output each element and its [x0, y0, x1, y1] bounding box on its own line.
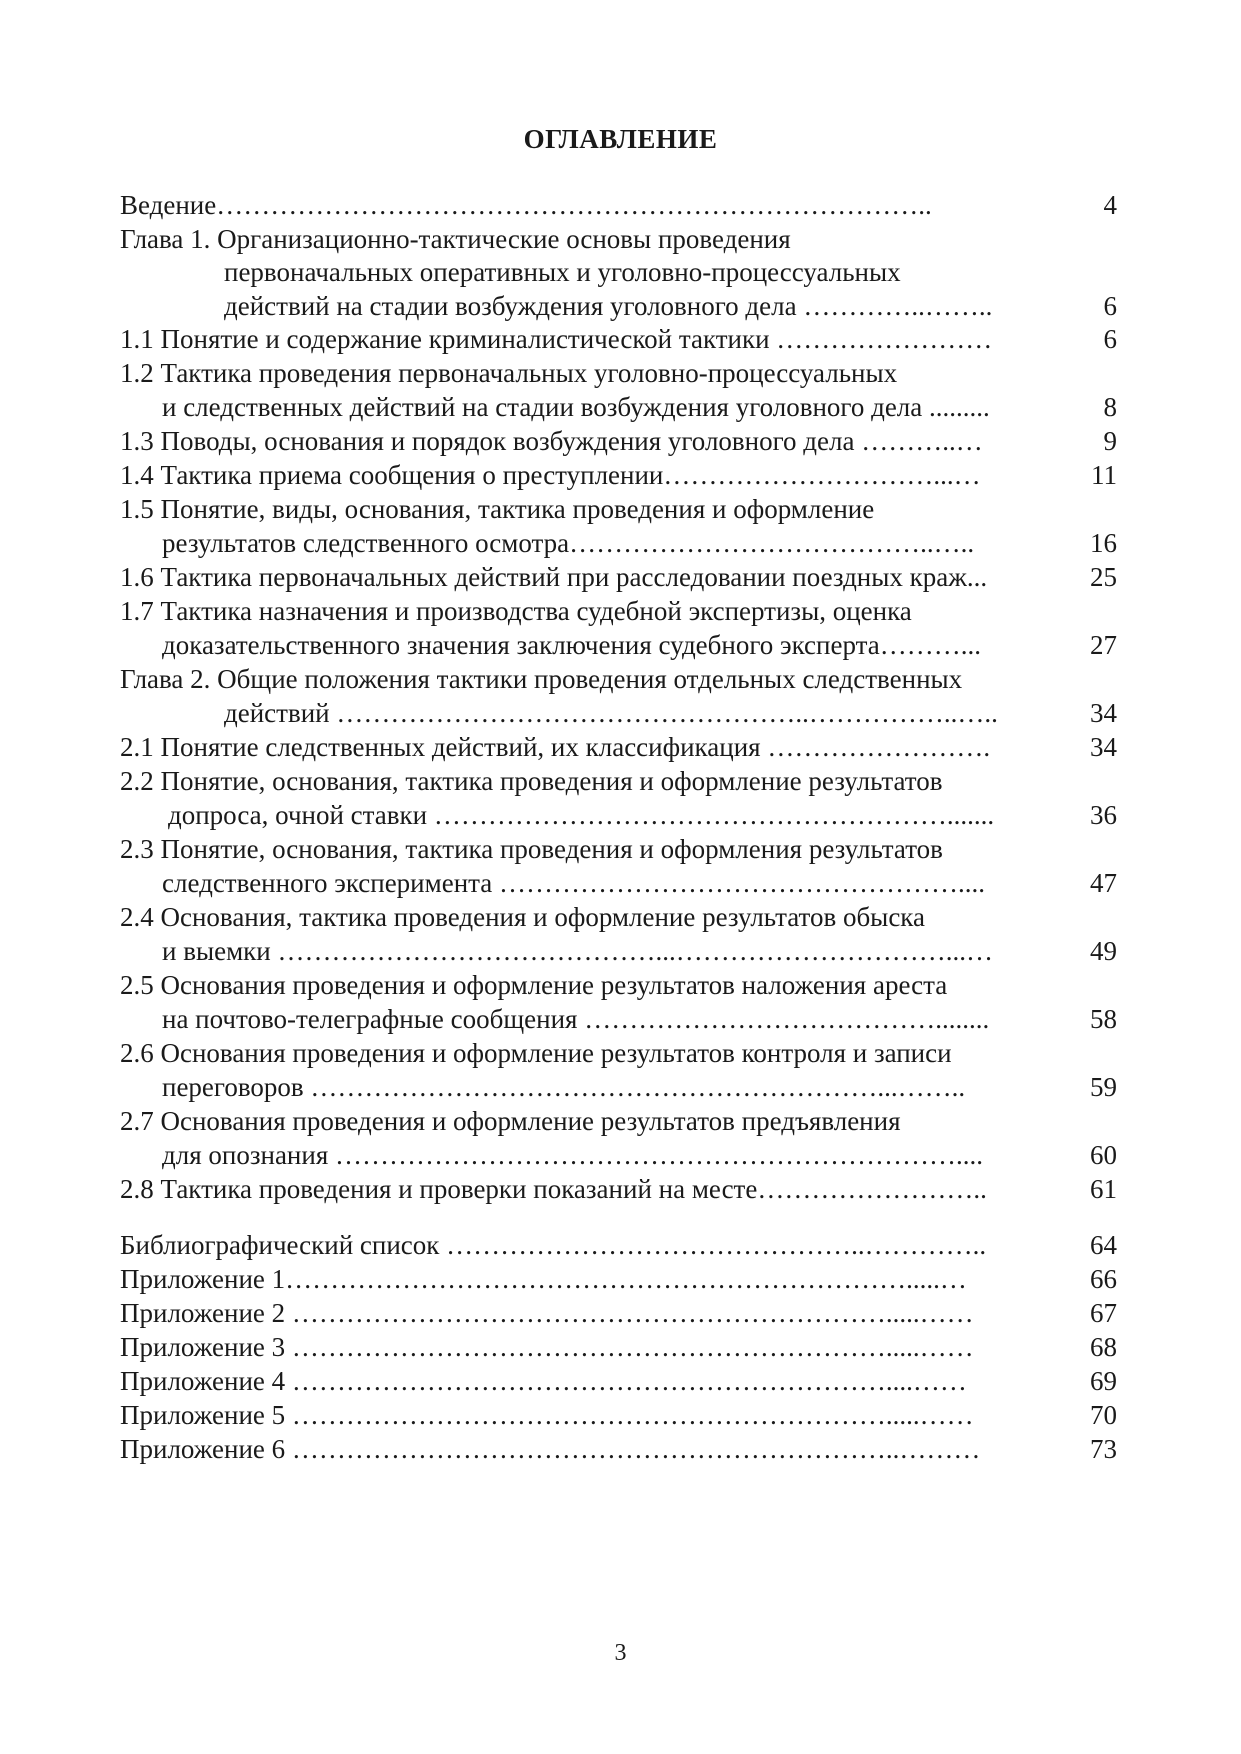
- toc-line: [0, 1070, 1241, 1104]
- toc-line-page: 59: [1090, 1072, 1117, 1102]
- toc-line-text: Приложение 2 ………………………………………………………….....……: [120, 1298, 974, 1328]
- toc-line-page: 64: [1090, 1230, 1117, 1260]
- toc-line: [0, 526, 1241, 560]
- toc-line-page: 6: [1103, 291, 1117, 321]
- toc-line: [0, 560, 1241, 594]
- toc-line: [0, 1262, 1241, 1296]
- toc-line: [0, 968, 1241, 1002]
- toc-line: [0, 1364, 1241, 1398]
- toc-line-page: 67: [1090, 1298, 1117, 1328]
- toc-line-text: 1.1 Понятие и содержание криминалистической тактики ……………………: [120, 324, 993, 354]
- toc-line: [0, 356, 1241, 390]
- toc-line-text: результатов следственного осмотра…………………………………..…..: [162, 528, 975, 558]
- toc-line-text: Ведение……………………………………………………………………..: [120, 190, 932, 220]
- toc-line-page: 16: [1090, 528, 1117, 558]
- toc-line-text: и следственных действий на стадии возбуждения уголовного дела .........: [162, 392, 990, 422]
- toc-line-text: Библиографический список ………………………………………..…………..: [120, 1230, 987, 1260]
- toc-line: [0, 934, 1241, 968]
- toc-line: [0, 696, 1241, 730]
- toc-line-page: 73: [1090, 1434, 1117, 1464]
- toc-line-page: 68: [1090, 1332, 1117, 1362]
- toc-line: [0, 662, 1241, 696]
- toc-line: [0, 188, 1241, 222]
- toc-line-text: 1.7 Тактика назначения и производства судебной экспертизы, оценка: [120, 596, 912, 626]
- toc-line: [0, 222, 1241, 256]
- toc-line-page: 49: [1090, 936, 1117, 966]
- toc-line: [0, 764, 1241, 798]
- toc-line-page: 9: [1103, 426, 1117, 456]
- toc-line-page: 25: [1090, 562, 1117, 592]
- toc-line-text: 2.2 Понятие, основания, тактика проведения и оформление результатов: [120, 766, 943, 796]
- toc-line-page: 47: [1090, 868, 1117, 898]
- toc-line: [0, 424, 1241, 458]
- toc-line: [0, 1398, 1241, 1432]
- toc-line-page: 27: [1090, 630, 1117, 660]
- toc-line: [0, 1138, 1241, 1172]
- toc-line: [0, 492, 1241, 526]
- toc-line-page: 34: [1090, 698, 1117, 728]
- toc-line-page: 8: [1103, 392, 1117, 422]
- toc-line-text: 1.4 Тактика приема сообщения о преступлении…………………………...…: [120, 460, 981, 490]
- toc-line-page: 61: [1090, 1174, 1117, 1204]
- toc-line-text: Приложение 6 …………………………………………………………..………: [120, 1434, 981, 1464]
- toc-line-text: 2.7 Основания проведения и оформление результатов предъявления: [120, 1106, 901, 1136]
- toc-line-text: Приложение 4 …………………………………………………………....……: [120, 1366, 967, 1396]
- toc-line-page: 11: [1091, 460, 1117, 490]
- toc-line-text: для опознания ……………………………………………………………....: [162, 1140, 983, 1170]
- toc-line: [0, 832, 1241, 866]
- toc-line-text: 1.3 Поводы, основания и порядок возбуждения уголовного дела ………..…: [120, 426, 983, 456]
- toc-line-text: 2.6 Основания проведения и оформление результатов контроля и записи: [120, 1038, 952, 1068]
- toc-line: [0, 255, 1241, 289]
- toc-line: [0, 1432, 1241, 1466]
- toc-line-text: 2.3 Понятие, основания, тактика проведения и оформления результатов: [120, 834, 943, 864]
- toc-line-text: Приложение 3 ………………………………………………………….....……: [120, 1332, 974, 1362]
- toc-line-page: 60: [1090, 1140, 1117, 1170]
- toc-line-page: 58: [1090, 1004, 1117, 1034]
- toc-line-text: 1.2 Тактика проведения первоначальных уголовно-процессуальных: [120, 358, 898, 388]
- toc-line: [0, 900, 1241, 934]
- toc-line-text: на почтово-телеграфные сообщения …………………………………........: [162, 1004, 990, 1034]
- toc-line-text: 2.1 Понятие следственных действий, их классификация …………………….: [120, 732, 991, 762]
- toc-line: [0, 798, 1241, 832]
- toc-line: [0, 458, 1241, 492]
- toc-line: [0, 322, 1241, 356]
- toc-line: [0, 1036, 1241, 1070]
- toc-line-text: 2.5 Основания проведения и оформление результатов наложения ареста: [120, 970, 948, 1000]
- toc-line: [0, 730, 1241, 764]
- page-number: 3: [614, 1640, 627, 1666]
- toc-line-text: Приложение 1…………………………………………………………….....…: [120, 1264, 967, 1294]
- toc-line-page: 6: [1103, 324, 1117, 354]
- toc-line-text: Глава 1. Организационно-тактические основы проведения: [120, 224, 791, 254]
- toc-line-text: Приложение 5 ………………………………………………………….....……: [120, 1400, 974, 1430]
- toc-line-text: действий на стадии возбуждения уголовного дела …………..……..: [224, 291, 993, 321]
- toc-line-page: 66: [1090, 1264, 1117, 1294]
- page-title: ОГЛАВЛЕНИЕ: [523, 124, 718, 154]
- toc-line-text: действий ……………………………………………..……………..…..: [224, 698, 998, 728]
- toc-line: [0, 390, 1241, 424]
- toc-line-page: 70: [1090, 1400, 1117, 1430]
- toc-line-text: следственного эксперимента ……………………………………………....: [162, 868, 986, 898]
- toc-line-text: 1.6 Тактика первоначальных действий при расследовании поездных краж...: [120, 562, 988, 592]
- toc-line: [0, 1104, 1241, 1138]
- toc-line: [0, 1296, 1241, 1330]
- toc-line-text: переговоров ………………………………………………………...……..: [162, 1072, 966, 1102]
- toc-line: [0, 1002, 1241, 1036]
- toc-line: [0, 1172, 1241, 1206]
- toc-line: [0, 1330, 1241, 1364]
- toc-line-text: 1.5 Понятие, виды, основания, тактика проведения и оформление: [120, 494, 875, 524]
- toc-line-page: 4: [1103, 190, 1117, 220]
- toc-line-text: 2.4 Основания, тактика проведения и оформление результатов обыска: [120, 902, 926, 932]
- toc-line-text: допроса, очной ставки ………………………………………………….......: [168, 800, 995, 830]
- toc-line-text: первоначальных оперативных и уголовно-процессуальных: [224, 257, 901, 287]
- toc-line: [0, 628, 1241, 662]
- toc-line-page: 36: [1090, 800, 1117, 830]
- toc-line-text: и выемки ……………………………………...…………………………...…: [162, 936, 993, 966]
- toc-line-page: 34: [1090, 732, 1117, 762]
- toc-line: [0, 289, 1241, 323]
- toc-line-text: доказательственного значения заключения судебного эксперта………...: [162, 630, 981, 660]
- toc-line: [0, 594, 1241, 628]
- toc-line-text: 2.8 Тактика проведения и проверки показаний на месте……………………..: [120, 1174, 987, 1204]
- toc-line: [0, 866, 1241, 900]
- toc-line-page: 69: [1090, 1366, 1117, 1396]
- toc-line: [0, 1228, 1241, 1262]
- toc-line-text: Глава 2. Общие положения тактики проведения отдельных следственных: [120, 664, 963, 694]
